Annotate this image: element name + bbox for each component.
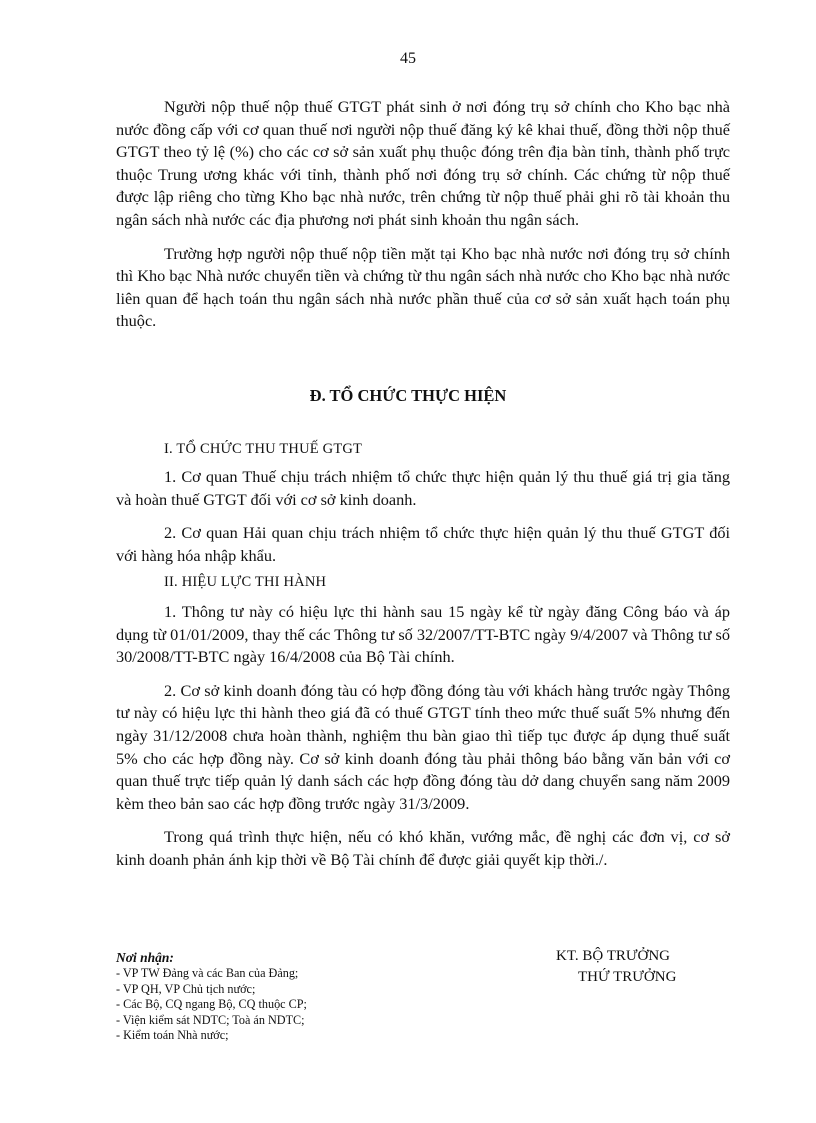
recipient-item: - Các Bộ, CQ ngang Bộ, CQ thuộc CP; <box>116 997 307 1012</box>
recipient-item: - Kiểm toán Nhà nước; <box>116 1028 229 1043</box>
recipient-item: - VP TW Đảng và các Ban của Đảng; <box>116 966 299 980</box>
section-2-items <box>116 601 730 872</box>
paragraph-cash-payment: Trường hợp người nộp thuế nộp tiền mặt tại Kho bạc nhà nước nơi đóng trụ sở chính thì Kho bạc Nhà nước chuyển tiền và chứng từ thu ngân sách nhà nước cho Kho bạc nhà nước liên quan để hạch toán thu ngân sách nhà nước phần thuế của cơ sở sản xuất hạch toán phụ thuộc. <box>116 243 730 331</box>
section-1-title: I. TỔ CHỨC THU THUẾ GTGT <box>164 441 363 457</box>
recipient-item: - VP QH, VP Chủ tịch nước; <box>116 981 256 996</box>
section-1-item: 1. Cơ quan Thuế chịu trách nhiệm tổ chức thực hiện quản lý thu thuế giá trị gia tăng và hoàn thuế GTGT đối với cơ sở kinh doanh. <box>116 467 730 509</box>
section-heading: Đ. TỔ CHỨC THỰC HIỆN <box>309 386 507 405</box>
section-2-item: 1. Thông tư này có hiệu lực thi hành sau 15 ngày kể từ ngày đăng Công báo và áp dụng từ 01/01/2009, thay thế các Thông tư số 32/2007/TT-BTC ngày 9/4/2007 và Thông tư số 30/2008/TT-BTC ngày 16/4/2008 của Bộ Tài chính. <box>116 602 730 667</box>
page-number: 45 <box>400 50 416 67</box>
closing-paragraph: Trong quá trình thực hiện, nếu có khó khăn, vướng mắc, đề nghị các đơn vị, cơ sở kinh doanh phản ánh kịp thời về Bộ Tài chính để được giải quyết kịp thời./. <box>116 827 730 869</box>
signature-block <box>556 946 706 988</box>
intro-paragraphs <box>116 96 730 333</box>
paragraph-tax-payment-location: Người nộp thuế nộp thuế GTGT phát sinh ở nơi đóng trụ sở chính cho Kho bạc nhà nước đồng cấp với cơ quan thuế nơi người nộp thuế đăng ký kê khai thuế, đồng thời nộp thuế GTGT theo tỷ lệ (%) cho các cơ sở sản xuất phụ thuộc đóng trên địa bàn tỉnh, thành phố trực thuộc Trung ương khác với tỉnh, thành phố nơi đóng trụ sở chính. Các chứng từ nộp thuế được lập riêng cho từng Kho bạc nhà nước, trên chứng từ nộp thuế phải ghi rõ tài khoản thu ngân sách nhà nước các địa phương nơi phát sinh khoản thu ngân sách. <box>116 97 730 229</box>
section-1-item: 2. Cơ quan Hải quan chịu trách nhiệm tổ chức thực hiện quản lý thu thuế GTGT đối với hàng hóa nhập khẩu. <box>116 523 730 565</box>
section-2-title: II. HIỆU LỰC THI HÀNH <box>164 574 327 590</box>
signature-subtitle: THỨ TRƯỞNG <box>578 969 677 985</box>
signature-title: KT. BỘ TRƯỞNG <box>556 948 671 964</box>
recipients-block <box>116 949 446 1044</box>
section-1-items <box>116 466 730 567</box>
recipients-list <box>116 966 446 1044</box>
section-2-item: 2. Cơ sở kinh doanh đóng tàu có hợp đồng đóng tàu với khách hàng trước ngày Thông tư này có hiệu lực thi hành theo giá đã có thuế GTGT tính theo mức thuế suất 5% nhưng đến ngày 31/12/2008 chưa hoàn thành, nghiệm thu bàn giao thì tiếp tục được áp dụng thuế suất 5% cho các hợp đồng này. Cơ sở kinh doanh đóng tàu phải thông báo bằng văn bản với cơ quan thuế trực tiếp quản lý danh sách các hợp đồng đóng tàu dở dang chuyển sang năm 2009 kèm theo bản sao các hợp đồng trước ngày 31/3/2009. <box>116 680 730 813</box>
recipients-title: Nơi nhận: <box>116 950 174 965</box>
recipient-item: - Viện kiểm sát NDTC; Toà án NDTC; <box>116 1012 305 1027</box>
